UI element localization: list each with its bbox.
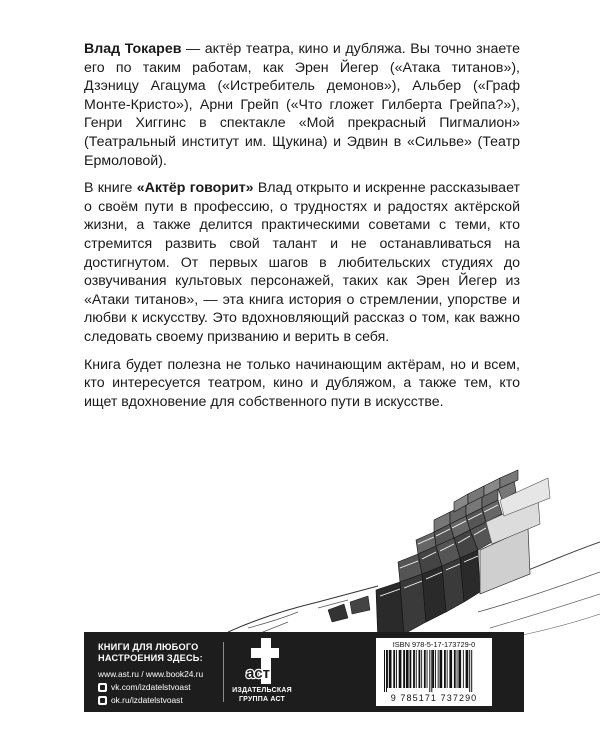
barcode-guard-bar	[386, 650, 387, 692]
book-intro: В книге	[84, 180, 137, 197]
website-link-text: www.ast.ru / www.book24.ru	[98, 669, 204, 679]
barcode-digits: 9 785171 737290	[390, 693, 478, 703]
barcode-guard-bar	[469, 650, 470, 692]
barcode-bar	[416, 650, 417, 688]
ok-icon	[98, 696, 107, 705]
publisher-line-2: ГРУППА АСТ	[239, 695, 285, 703]
ok-link-text: ok.ru/izdatelstvoast	[111, 695, 183, 705]
barcode-bar	[421, 650, 422, 688]
barcode-bar	[389, 650, 392, 688]
publisher-name	[231, 687, 293, 704]
barcode-bar	[419, 650, 421, 688]
barcode-bar	[410, 650, 412, 688]
barcode-bar	[440, 650, 443, 688]
isbn-number: ISBN 978-5-17-173729-0	[392, 640, 476, 649]
vk-icon	[98, 683, 107, 692]
author-name: Влад Токарев	[84, 41, 182, 57]
barcode-bar	[449, 650, 452, 688]
barcode-bar	[435, 650, 436, 688]
website-link[interactable]	[98, 668, 203, 681]
barcode-guard-bar	[431, 650, 432, 692]
barcode-bar	[438, 650, 439, 688]
barcode-bars	[380, 650, 488, 692]
barcode-bar	[387, 650, 388, 688]
barcode-bar	[403, 650, 405, 688]
barcode-bar	[454, 650, 456, 688]
description-text	[84, 40, 520, 420]
barcode-bar	[458, 650, 461, 688]
barcode-bar	[463, 650, 464, 688]
vk-link-text: vk.com/izdatelstvoast	[111, 682, 191, 692]
barcode-bar	[466, 650, 469, 688]
paragraph-book	[84, 179, 520, 346]
publisher-line-1: ИЗДАТЕЛЬСКАЯ	[232, 687, 292, 694]
barcode-bar	[444, 650, 446, 688]
ast-logo-mark	[245, 638, 279, 684]
isbn-barcode	[376, 638, 492, 706]
book-summary: Влад открыто и искренне рассказывает о своём пути в профессию, о трудностях и радостях актёрской жизни, а также делится практическими советами с теми, кто стремится развить свой талант и не останавливаться на достигнутом. От первых шагов в любительских студиях до озвучивания культовых персонажей, таких как Эрен Йегер из «Атаки титанов», — эта книга история о стремлении, упорстве и любви к искусству. Это вдохновляющий рассказ о том, как важно следовать своему призванию и верить в себя.	[84, 180, 520, 345]
barcode-bar	[457, 650, 458, 688]
paragraph-audience	[84, 356, 520, 412]
barcode-bar	[424, 650, 426, 688]
barcode-guard-bar	[429, 650, 430, 692]
footer-divider	[223, 642, 224, 702]
footer-slogan: КНИГИ ДЛЯ ЛЮБОГО НАСТРОЕНИЯ ЗДЕСЬ:	[98, 642, 203, 663]
back-cover-footer	[84, 632, 524, 712]
barcode-bar	[427, 650, 428, 688]
barcode-bar	[432, 650, 434, 688]
barcode-bar	[413, 650, 415, 688]
author-bio: — актёр театра, кино и дубляжа. Вы точно знаете его по таким работам, как Эрен Йегер («Атака титанов»), Дзэницу Агацума («Истребитель демонов»), Альбер («Граф Монте-Кристо»), Арни Грейп («Что гложет Гилберта Грейпа?»), Генри Хиггинс в спектакле «Мой прекрасный Пигмалион» (Театральный институт им. Щукина) и Эдвин в «Сильве» (Театр Ермоловой).	[84, 41, 520, 169]
paragraph-author	[84, 40, 520, 170]
vk-link[interactable]	[98, 681, 203, 694]
footer-links	[98, 668, 203, 707]
logo-text: аст	[246, 665, 271, 682]
theater-seats-illustration	[228, 462, 600, 644]
book-title: «Актёр говорит»	[136, 180, 254, 197]
barcode-bar	[406, 650, 409, 688]
audience-text: Книга будет полезна не только начинающим актёрам, но и всем, кто интересуется театром, кино и дубляжом, а также тем, кто ищет вдохновение для собственного пути в искусстве.	[84, 356, 520, 410]
barcode-bar	[393, 650, 395, 688]
barcode-bar	[447, 650, 448, 688]
ast-logo	[231, 638, 293, 708]
barcode-bar	[399, 650, 402, 688]
ok-link[interactable]	[98, 694, 203, 707]
barcode-bar	[396, 650, 397, 688]
barcode-guard-bar	[471, 650, 472, 692]
barcode-guard-bar	[384, 650, 385, 692]
